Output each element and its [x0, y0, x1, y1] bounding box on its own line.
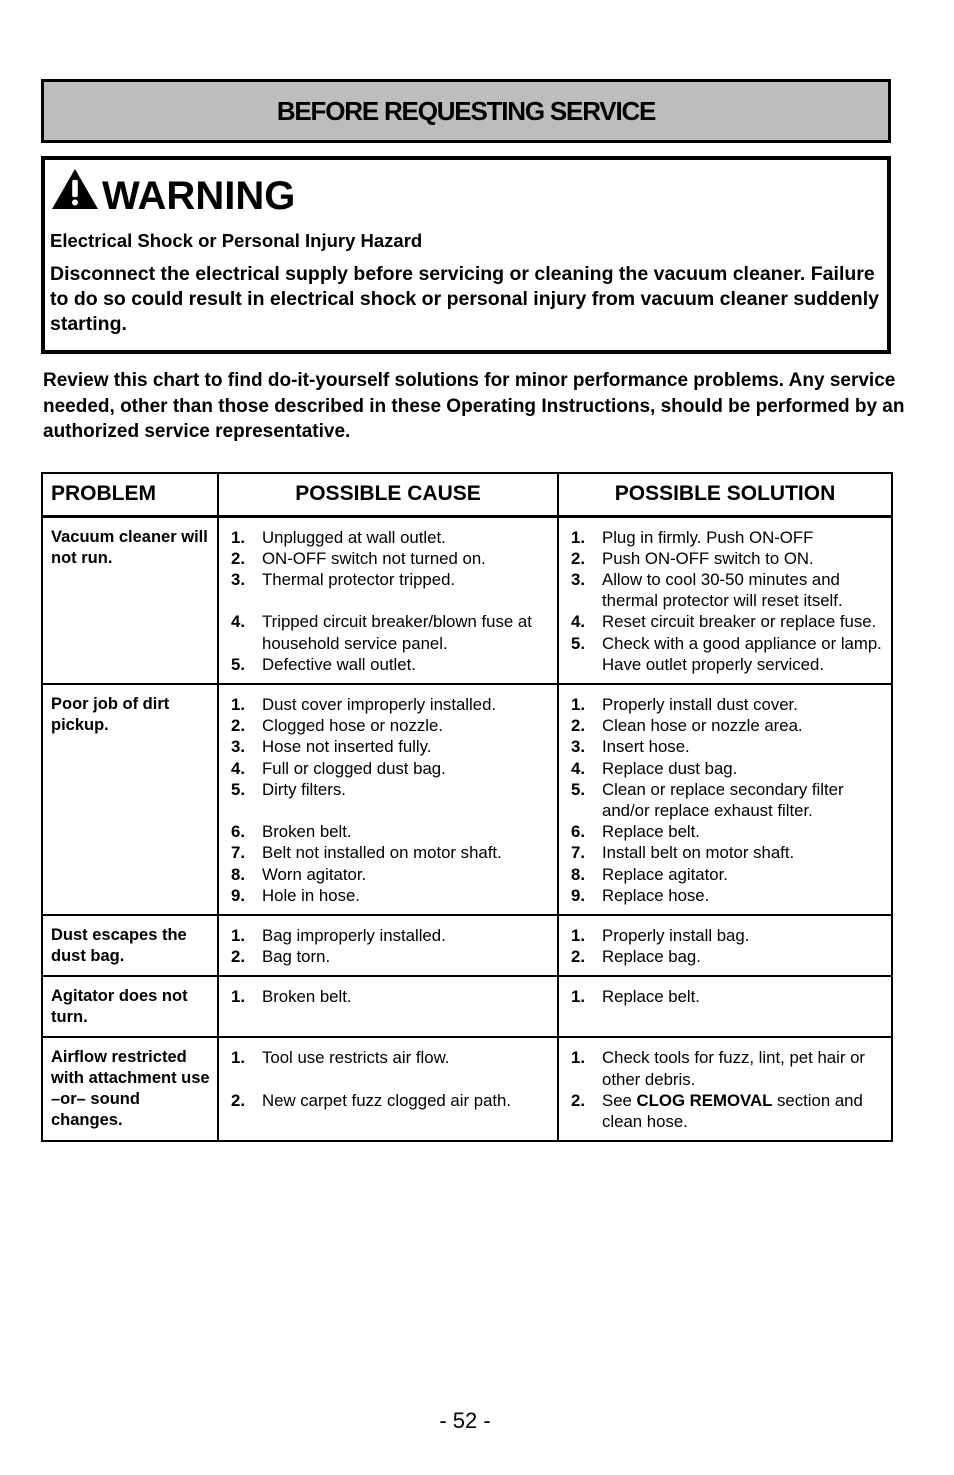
list-item — [571, 864, 887, 885]
item-text: Replace belt. — [602, 987, 700, 1007]
list-item — [231, 548, 553, 569]
list-item — [231, 925, 553, 946]
item-text: Insert hose. — [602, 737, 690, 757]
item-text: Install belt on motor shaft. — [602, 843, 795, 863]
list-item — [571, 986, 887, 1007]
item-text: Unplugged at wall outlet. — [262, 527, 446, 547]
problem-cell: Poor job of dirt pickup. — [42, 684, 218, 915]
item-number: 3. — [231, 737, 245, 757]
item-number: 6. — [231, 822, 245, 842]
problem-cell: Dust escapes the dust bag. — [42, 915, 218, 976]
item-number: 3. — [231, 569, 245, 589]
item-text: Broken belt. — [262, 822, 352, 842]
item-number: 2. — [231, 548, 245, 568]
item-number: 3. — [571, 569, 585, 589]
item-number: 1. — [231, 987, 245, 1007]
item-number: 7. — [571, 843, 585, 863]
item-number: 5. — [571, 779, 585, 799]
list-item — [231, 1047, 553, 1068]
item-number: 4. — [571, 612, 585, 632]
list-item — [571, 885, 887, 906]
item-number: 3. — [571, 737, 585, 757]
table-header-row — [42, 473, 892, 516]
item-number: 2. — [231, 947, 245, 967]
warning-message: Disconnect the electrical supply before servicing or cleaning the vacuum cleaner. Failure to do so could result in electrical shock or personal injury from vacuum cleaner suddenly starting. — [50, 263, 879, 335]
item-number: 1. — [231, 1048, 245, 1068]
item-text: Properly install dust cover. — [602, 694, 798, 714]
solution-list — [571, 986, 887, 1007]
table-row — [42, 1037, 892, 1141]
list-item — [571, 548, 887, 569]
list-item — [571, 1090, 887, 1132]
item-text: Worn agitator. — [262, 864, 367, 884]
problem-cell: Agitator does not turn. — [42, 976, 218, 1037]
item-text: Properly install bag. — [602, 925, 750, 945]
item-text: ON-OFF switch not turned on. — [262, 548, 486, 568]
item-number: 8. — [571, 864, 585, 884]
cause-cell — [218, 1037, 558, 1141]
list-item — [231, 736, 553, 757]
item-text: Replace bag. — [602, 947, 701, 967]
column-header-cause: POSSIBLE CAUSE — [218, 473, 558, 516]
item-text: Belt not installed on motor shaft. — [262, 843, 502, 863]
item-number: 2. — [231, 716, 245, 736]
warning-header — [50, 170, 883, 220]
list-item — [571, 1047, 887, 1089]
table-row — [42, 684, 892, 915]
solution-list — [571, 527, 887, 675]
item-number: 2. — [571, 1090, 585, 1110]
cause-list — [231, 527, 553, 675]
page-number: - 52 - — [439, 1408, 491, 1433]
item-number: 7. — [231, 843, 245, 863]
list-item — [231, 654, 553, 675]
intro-paragraph: Review this chart to find do-it-yourself solutions for minor performance problems. Any service needed, other than those described in these Operating Instructions, should be performed by an authorized service representative. — [43, 370, 905, 442]
item-number: 4. — [571, 758, 585, 778]
item-text: See CLOG REMOVAL section and clean hose. — [602, 1090, 863, 1131]
item-text: Tripped circuit breaker/blown fuse at household service panel. — [262, 612, 532, 653]
item-text: Hose not inserted fully. — [262, 737, 432, 757]
column-header-problem: PROBLEM — [42, 473, 218, 516]
item-text: Replace dust bag. — [602, 758, 738, 778]
list-item — [231, 946, 553, 967]
item-text: Replace hose. — [602, 885, 710, 905]
list-item — [231, 694, 553, 715]
item-text: Replace agitator. — [602, 864, 728, 884]
list-item — [231, 715, 553, 736]
item-number: 8. — [231, 864, 245, 884]
list-item — [231, 611, 553, 653]
item-number: 2. — [571, 716, 585, 736]
list-item — [231, 821, 553, 842]
item-text: Plug in firmly. Push ON-OFF — [602, 527, 814, 547]
solution-cell — [558, 915, 892, 976]
list-item — [571, 842, 887, 863]
list-item — [571, 779, 887, 821]
list-item — [231, 569, 553, 590]
cause-list — [231, 1047, 553, 1111]
item-number: 5. — [231, 654, 245, 674]
cause-list — [231, 986, 553, 1007]
item-number: 1. — [571, 1048, 585, 1068]
solution-list — [571, 925, 887, 967]
item-number: 1. — [231, 694, 245, 714]
item-number: 1. — [571, 527, 585, 547]
table-row — [42, 915, 892, 976]
solution-cell — [558, 516, 892, 684]
page-title: BEFORE REQUESTING SERVICE — [276, 95, 656, 126]
troubleshooting-table — [41, 472, 893, 1142]
cause-cell — [218, 915, 558, 976]
item-number: 4. — [231, 758, 245, 778]
item-text: Hole in hose. — [262, 885, 360, 905]
item-text: Clean hose or nozzle area. — [602, 716, 803, 736]
item-number: 9. — [231, 885, 245, 905]
list-item — [571, 569, 887, 611]
item-text: Push ON-OFF switch to ON. — [602, 548, 814, 568]
item-number: 2. — [231, 1090, 245, 1110]
item-text: Bag improperly installed. — [262, 925, 446, 945]
list-item — [231, 864, 553, 885]
solution-cell — [558, 684, 892, 915]
list-item — [571, 946, 887, 967]
item-text: Broken belt. — [262, 987, 352, 1007]
item-number: 2. — [571, 947, 585, 967]
hazard-label: Electrical Shock or Personal Injury Hazard — [50, 230, 423, 251]
list-item — [571, 611, 887, 632]
column-header-solution: POSSIBLE SOLUTION — [558, 473, 892, 516]
warning-triangle-icon — [50, 167, 100, 211]
item-text: Dust cover improperly installed. — [262, 694, 497, 714]
solution-list — [571, 1047, 887, 1132]
cause-list — [231, 694, 553, 906]
item-text: Full or clogged dust bag. — [262, 758, 446, 778]
item-number: 9. — [571, 885, 585, 905]
cause-list — [231, 925, 553, 967]
item-number: 2. — [571, 548, 585, 568]
list-item — [231, 842, 553, 863]
list-item — [571, 527, 887, 548]
list-item — [571, 758, 887, 779]
item-text: Clogged hose or nozzle. — [262, 716, 443, 736]
item-text: Check with a good appliance or lamp. Have outlet properly serviced. — [602, 633, 882, 674]
solution-list — [571, 694, 887, 906]
problem-cell: Vacuum cleaner will not run. — [42, 516, 218, 684]
item-text: Dirty filters. — [262, 779, 346, 799]
list-item — [231, 758, 553, 779]
item-text: Thermal protector tripped. — [262, 569, 456, 589]
list-item — [231, 779, 553, 800]
cause-cell — [218, 976, 558, 1037]
list-item — [231, 1090, 553, 1111]
list-item — [231, 885, 553, 906]
list-item — [571, 633, 887, 675]
item-text: Clean or replace secondary filter and/or replace exhaust filter. — [602, 779, 844, 820]
list-item — [571, 715, 887, 736]
item-text: Check tools for fuzz, lint, pet hair or other debris. — [602, 1048, 866, 1089]
item-number: 5. — [571, 633, 585, 653]
item-number: 1. — [571, 694, 585, 714]
warning-title: WARNING — [102, 174, 296, 218]
list-item — [231, 527, 553, 548]
item-text: Tool use restricts air flow. — [262, 1048, 450, 1068]
item-number: 5. — [231, 779, 245, 799]
item-number: 6. — [571, 822, 585, 842]
item-number: 1. — [231, 527, 245, 547]
item-number: 4. — [231, 612, 245, 632]
list-item — [571, 736, 887, 757]
item-number: 1. — [571, 925, 585, 945]
item-text: Defective wall outlet. — [262, 654, 416, 674]
item-number: 1. — [231, 925, 245, 945]
cause-cell — [218, 516, 558, 684]
section-title-bar — [41, 79, 891, 143]
solution-cell — [558, 976, 892, 1037]
warning-box — [41, 156, 891, 354]
cause-cell — [218, 684, 558, 915]
item-text: Bag torn. — [262, 947, 331, 967]
item-text: Replace belt. — [602, 822, 700, 842]
table-row — [42, 976, 892, 1037]
list-item — [231, 986, 553, 1007]
item-text: Reset circuit breaker or replace fuse. — [602, 612, 877, 632]
item-text: New carpet fuzz clogged air path. — [262, 1090, 512, 1110]
list-item — [571, 821, 887, 842]
list-item — [571, 694, 887, 715]
item-number: 1. — [571, 987, 585, 1007]
problem-cell: Airflow restricted with attachment use –or– sound changes. — [42, 1037, 218, 1141]
solution-cell — [558, 1037, 892, 1141]
list-item — [571, 925, 887, 946]
table-row — [42, 516, 892, 684]
item-text: Allow to cool 30-50 minutes and thermal protector will reset itself. — [602, 569, 843, 611]
